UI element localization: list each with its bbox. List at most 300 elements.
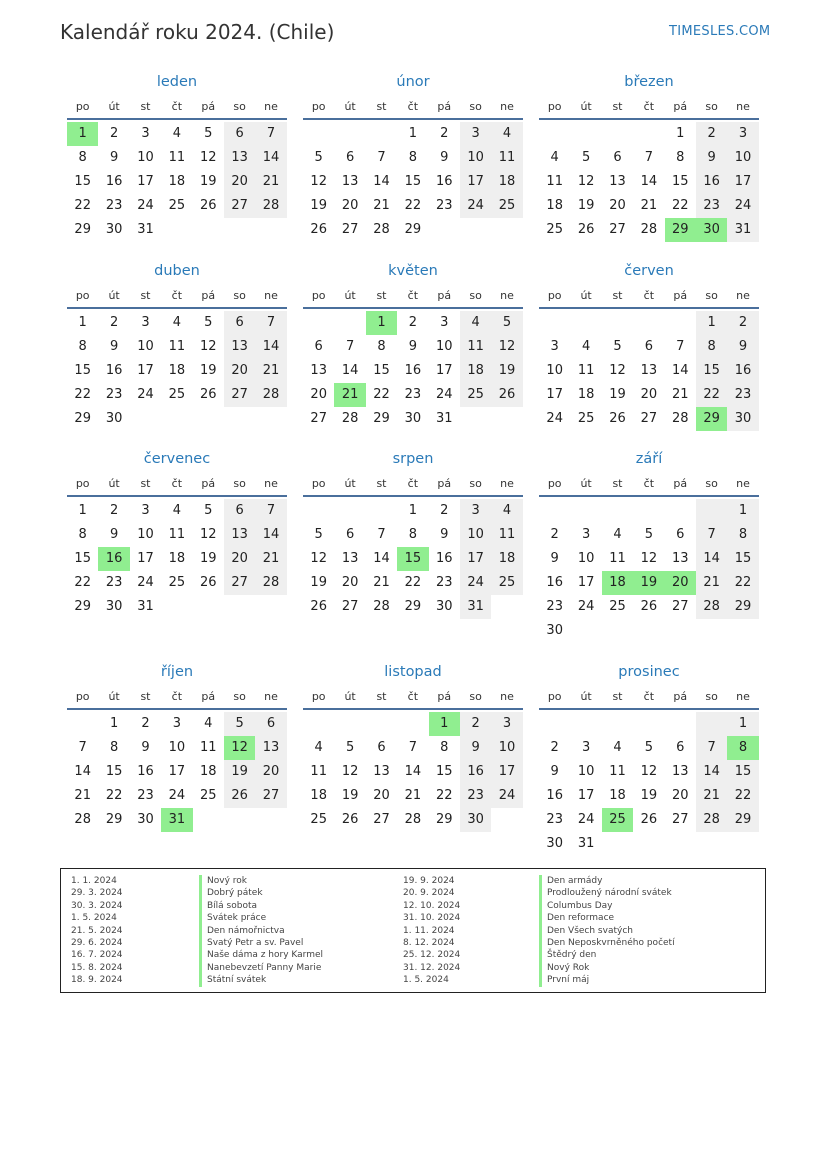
day-cell: 7 [676, 339, 685, 354]
day-cell: 4 [172, 503, 181, 518]
weekday-label: út [580, 100, 592, 113]
day-cell: 23 [460, 784, 491, 808]
day-cell: 16 [105, 174, 123, 189]
empty-cell [602, 311, 633, 335]
day-cell: 20 [671, 788, 689, 803]
day-cell: 16 [105, 363, 123, 378]
weekday-label: čt [643, 289, 655, 302]
day-cell: 10 [546, 363, 563, 378]
empty-cell [727, 619, 758, 643]
month-name: leden [156, 74, 198, 90]
day-cell: 31 [460, 595, 491, 619]
month-name: listopad [384, 664, 442, 680]
day-cell: 8 [377, 339, 386, 354]
day-cell: 12 [199, 339, 217, 354]
day-cell: 28 [255, 383, 286, 407]
day-cell: 15 [74, 551, 91, 566]
empty-cell [696, 712, 727, 736]
weekday-label: st [612, 289, 623, 302]
weekday-label: po [311, 289, 326, 302]
day-cell: 30 [727, 407, 758, 431]
empty-cell [224, 808, 255, 832]
empty-cell [602, 832, 633, 856]
day-cell: 1 [696, 311, 727, 335]
day-cell: 29 [435, 812, 453, 827]
weekday-label: po [75, 100, 90, 113]
day-cell: 19 [491, 359, 522, 383]
day-cell: 11 [168, 527, 186, 542]
weekday-label: čt [407, 690, 419, 703]
empty-cell [602, 619, 633, 643]
day-cell: 17 [137, 363, 154, 378]
day-cell: 26 [199, 198, 217, 213]
day-cell: 1 [727, 712, 758, 736]
legend-date: 16. 7. 2024 [71, 950, 123, 961]
empty-cell [602, 122, 633, 146]
holiday-day-cell: 18 [602, 571, 633, 595]
legend-date: 1. 1. 2024 [71, 876, 117, 886]
weekday-label: po [311, 100, 326, 113]
day-cell: 13 [224, 146, 255, 170]
empty-cell [161, 595, 192, 619]
day-cell: 10 [460, 146, 491, 170]
month-duben [67, 261, 287, 431]
weekday-label: ne [264, 477, 278, 490]
day-cell: 12 [491, 335, 522, 359]
day-cell: 28 [255, 571, 286, 595]
empty-cell [602, 712, 633, 736]
day-cell: 4 [550, 150, 559, 165]
weekday-label: pá [437, 100, 452, 113]
day-cell: 21 [373, 575, 390, 590]
day-cell: 30 [404, 411, 422, 426]
empty-cell [491, 808, 522, 832]
empty-cell [491, 218, 522, 242]
day-cell: 11 [460, 335, 491, 359]
day-cell: 17 [546, 387, 563, 402]
empty-cell [193, 407, 224, 431]
day-cell: 22 [435, 788, 453, 803]
empty-cell [366, 499, 397, 523]
day-cell: 1 [676, 126, 685, 141]
holiday-day-cell: 25 [602, 808, 633, 832]
day-cell: 12 [310, 174, 327, 189]
day-cell: 17 [168, 764, 186, 779]
month-name: červen [624, 263, 674, 279]
day-cell: 11 [609, 764, 626, 779]
weekday-label: út [580, 690, 592, 703]
weekday-label: po [75, 289, 90, 302]
weekday-header [539, 473, 759, 497]
holiday-day-cell: 29 [696, 407, 727, 431]
day-cell: 26 [491, 383, 522, 407]
weekday-label: čt [171, 289, 183, 302]
day-cell: 16 [696, 170, 727, 194]
day-cell: 14 [373, 174, 390, 189]
empty-cell [255, 595, 286, 619]
day-cell: 25 [199, 788, 217, 803]
day-cell: 25 [168, 575, 186, 590]
day-cell: 18 [491, 547, 522, 571]
legend-date: 19. 9. 2024 [403, 876, 455, 886]
day-cell: 23 [727, 383, 758, 407]
day-cell: 3 [141, 503, 150, 518]
month-červen [539, 261, 759, 431]
day-cell: 25 [546, 222, 563, 237]
empty-cell [193, 218, 224, 242]
empty-cell [224, 595, 255, 619]
empty-cell [633, 619, 664, 643]
day-cell: 23 [435, 575, 453, 590]
empty-cell [366, 122, 397, 146]
day-cell: 10 [137, 527, 154, 542]
weekday-label: ne [736, 477, 750, 490]
day-cell: 2 [440, 126, 449, 141]
day-cell: 13 [671, 551, 689, 566]
legend-holiday-name: Štědrý den [539, 949, 675, 961]
day-cell: 22 [74, 575, 91, 590]
weekday-header [539, 96, 759, 120]
weekday-label: po [547, 690, 562, 703]
weekday-label: so [705, 100, 718, 113]
day-grid [539, 712, 759, 856]
day-cell: 28 [74, 812, 91, 827]
empty-cell [633, 122, 664, 146]
day-cell: 5 [644, 527, 653, 542]
day-cell: 21 [255, 170, 286, 194]
day-cell: 24 [577, 599, 595, 614]
holiday-day-cell: 12 [224, 736, 255, 760]
legend-holiday-name: Svatý Petr a sv. Pavel [199, 937, 323, 949]
weekday-label: so [469, 289, 482, 302]
day-cell: 24 [137, 198, 154, 213]
day-cell: 18 [168, 551, 186, 566]
day-cell: 31 [435, 411, 453, 426]
empty-cell [130, 407, 161, 431]
site-logo-link[interactable]: TIMESLES.COM [669, 24, 771, 39]
day-cell: 25 [460, 383, 491, 407]
day-cell: 17 [577, 788, 595, 803]
day-cell: 2 [727, 311, 758, 335]
empty-cell [633, 832, 664, 856]
day-grid [539, 122, 759, 242]
holiday-day-cell: 20 [665, 571, 696, 595]
day-cell: 14 [341, 363, 359, 378]
day-cell: 17 [577, 575, 595, 590]
day-cell: 13 [255, 736, 286, 760]
day-cell: 21 [696, 571, 727, 595]
weekday-label: čt [643, 690, 655, 703]
day-cell: 25 [609, 599, 626, 614]
holiday-legend [60, 868, 766, 993]
legend-date: 21. 5. 2024 [71, 925, 123, 936]
day-cell: 6 [224, 311, 255, 335]
empty-cell [334, 499, 365, 523]
day-cell: 4 [613, 527, 622, 542]
day-cell: 6 [345, 150, 355, 165]
day-cell: 14 [404, 764, 422, 779]
month-name: září [635, 451, 663, 467]
empty-cell [570, 712, 601, 736]
day-cell: 20 [609, 198, 626, 213]
day-cell: 2 [109, 503, 119, 518]
day-cell: 5 [204, 503, 213, 518]
legend-holiday-name: První máj [539, 974, 675, 986]
day-grid [539, 499, 759, 643]
day-cell: 25 [168, 198, 186, 213]
day-cell: 30 [435, 599, 453, 614]
legend-date: 8. 12. 2024 [403, 938, 455, 949]
empty-cell [224, 218, 255, 242]
day-cell: 4 [172, 126, 181, 141]
weekday-label: út [344, 690, 356, 703]
day-cell: 19 [577, 198, 595, 213]
empty-cell [303, 499, 334, 523]
day-cell: 27 [609, 222, 626, 237]
day-cell: 6 [676, 527, 685, 542]
day-cell: 26 [640, 812, 658, 827]
weekday-label: pá [201, 690, 216, 703]
day-cell: 17 [727, 170, 758, 194]
day-cell: 28 [696, 808, 727, 832]
weekday-label: út [108, 690, 120, 703]
day-cell: 29 [373, 411, 390, 426]
day-cell: 28 [404, 812, 422, 827]
day-cell: 23 [105, 575, 123, 590]
day-cell: 8 [78, 150, 87, 165]
day-cell: 31 [137, 222, 154, 237]
day-cell: 18 [168, 363, 186, 378]
day-cell: 9 [109, 150, 119, 165]
weekday-label: so [469, 690, 482, 703]
day-cell: 11 [199, 740, 217, 755]
empty-cell [193, 595, 224, 619]
month-name: srpen [392, 451, 434, 467]
day-cell: 28 [696, 595, 727, 619]
weekday-label: pá [673, 690, 688, 703]
day-cell: 7 [644, 150, 653, 165]
day-cell: 13 [224, 335, 255, 359]
weekday-header [67, 285, 287, 309]
empty-cell [570, 311, 601, 335]
weekday-label: st [140, 289, 151, 302]
weekday-label: so [469, 477, 482, 490]
day-cell: 10 [137, 339, 154, 354]
day-cell: 8 [78, 527, 87, 542]
day-cell: 8 [78, 339, 87, 354]
weekday-label: út [580, 289, 592, 302]
day-cell: 30 [460, 808, 491, 832]
day-cell: 12 [310, 551, 327, 566]
day-cell: 30 [105, 599, 123, 614]
weekday-label: pá [201, 289, 216, 302]
legend-names-right [539, 875, 675, 987]
weekday-label: ne [736, 100, 750, 113]
day-cell: 18 [310, 788, 327, 803]
day-cell: 25 [491, 571, 522, 595]
day-cell: 7 [696, 736, 727, 760]
day-cell: 12 [199, 150, 217, 165]
day-cell: 9 [727, 335, 758, 359]
legend-dates-left [71, 875, 123, 987]
weekday-label: út [344, 289, 356, 302]
day-cell: 4 [613, 740, 622, 755]
empty-cell [633, 311, 664, 335]
day-cell: 14 [255, 146, 286, 170]
legend-holiday-name: Columbus Day [539, 900, 675, 912]
day-cell: 29 [105, 812, 123, 827]
weekday-label: so [705, 477, 718, 490]
day-cell: 28 [640, 222, 658, 237]
weekday-label: út [580, 477, 592, 490]
day-cell: 15 [671, 174, 689, 189]
weekday-label: ne [500, 289, 514, 302]
day-cell: 3 [141, 126, 150, 141]
weekday-label: čt [407, 289, 419, 302]
weekday-label: út [108, 100, 120, 113]
legend-holiday-name: Státní svátek [199, 974, 323, 986]
weekday-label: út [344, 477, 356, 490]
legend-holiday-name: Den Všech svatých [539, 925, 675, 937]
day-cell: 6 [644, 339, 653, 354]
day-cell: 20 [341, 575, 359, 590]
day-cell: 16 [546, 788, 563, 803]
empty-cell [303, 311, 334, 335]
weekday-label: st [376, 690, 387, 703]
day-cell: 22 [696, 383, 727, 407]
day-cell: 22 [74, 198, 91, 213]
day-cell: 3 [141, 315, 150, 330]
empty-cell [539, 499, 570, 523]
day-cell: 18 [609, 788, 626, 803]
day-cell: 10 [137, 150, 154, 165]
weekday-label: so [705, 289, 718, 302]
day-cell: 19 [310, 575, 327, 590]
day-cell: 10 [460, 523, 491, 547]
day-cell: 24 [491, 784, 522, 808]
day-cell: 2 [460, 712, 491, 736]
day-cell: 12 [341, 764, 359, 779]
month-říjen [67, 662, 287, 832]
day-cell: 27 [310, 411, 327, 426]
weekday-label: st [140, 690, 151, 703]
legend-date: 30. 3. 2024 [71, 900, 123, 911]
day-cell: 4 [491, 122, 522, 146]
day-cell: 9 [109, 527, 119, 542]
day-cell: 18 [168, 174, 186, 189]
legend-date: 20. 9. 2024 [403, 888, 455, 899]
empty-cell [602, 499, 633, 523]
weekday-label: út [108, 289, 120, 302]
empty-cell [193, 808, 224, 832]
day-cell: 21 [74, 788, 91, 803]
weekday-label: st [140, 477, 151, 490]
empty-cell [67, 712, 98, 736]
legend-date: 31. 10. 2024 [403, 913, 461, 924]
day-cell: 2 [696, 122, 727, 146]
month-září [539, 449, 759, 643]
weekday-label: út [344, 100, 356, 113]
day-cell: 7 [78, 740, 87, 755]
day-cell: 12 [577, 174, 595, 189]
day-cell: 28 [373, 599, 390, 614]
day-cell: 29 [727, 595, 758, 619]
weekday-label: čt [171, 100, 183, 113]
day-cell: 13 [609, 174, 626, 189]
legend-date: 15. 8. 2024 [71, 962, 123, 973]
legend-holiday-name: Prodloužený národní svátek [539, 887, 675, 899]
month-červenec [67, 449, 287, 619]
day-grid [67, 122, 287, 242]
empty-cell [665, 499, 696, 523]
weekday-header [67, 96, 287, 120]
day-cell: 28 [255, 194, 286, 218]
day-cell: 7 [255, 499, 286, 523]
day-cell: 21 [255, 359, 286, 383]
empty-cell [633, 499, 664, 523]
weekday-label: ne [500, 477, 514, 490]
day-cell: 22 [105, 788, 123, 803]
legend-date: 1. 11. 2024 [403, 925, 455, 936]
day-cell: 10 [577, 551, 595, 566]
day-cell: 7 [408, 740, 417, 755]
day-cell: 15 [105, 764, 123, 779]
day-cell: 8 [109, 740, 119, 755]
legend-date: 12. 10. 2024 [403, 900, 461, 911]
day-cell: 26 [609, 411, 626, 426]
weekday-label: so [233, 289, 246, 302]
day-grid [539, 311, 759, 431]
holiday-day-cell: 21 [334, 383, 365, 407]
day-cell: 11 [491, 146, 522, 170]
day-cell: 11 [609, 551, 626, 566]
day-cell: 14 [255, 335, 286, 359]
day-cell: 15 [696, 359, 727, 383]
day-cell: 2 [141, 716, 150, 731]
day-cell: 17 [137, 551, 154, 566]
day-cell: 27 [341, 222, 359, 237]
day-cell: 16 [546, 575, 563, 590]
weekday-label: po [311, 477, 326, 490]
day-cell: 11 [168, 150, 186, 165]
weekday-label: ne [500, 690, 514, 703]
day-cell: 16 [404, 363, 422, 378]
empty-cell [429, 218, 460, 242]
day-cell: 10 [168, 740, 186, 755]
day-cell: 26 [341, 812, 359, 827]
holiday-day-cell: 31 [161, 808, 192, 832]
month-listopad [303, 662, 523, 832]
empty-cell [665, 619, 696, 643]
weekday-label: po [75, 477, 90, 490]
day-cell: 4 [172, 315, 181, 330]
legend-names-left [199, 875, 323, 987]
day-cell: 3 [440, 315, 449, 330]
empty-cell [334, 122, 365, 146]
day-cell: 7 [255, 122, 286, 146]
day-cell: 23 [546, 812, 563, 827]
day-cell: 24 [435, 387, 453, 402]
day-cell: 18 [577, 387, 595, 402]
day-cell: 25 [168, 387, 186, 402]
day-cell: 16 [435, 174, 453, 189]
day-cell: 6 [314, 339, 323, 354]
day-cell: 18 [460, 359, 491, 383]
legend-date: 29. 6. 2024 [71, 938, 123, 949]
legend-holiday-name: Svátek práce [199, 912, 323, 924]
day-cell: 15 [373, 363, 390, 378]
day-cell: 6 [676, 740, 685, 755]
